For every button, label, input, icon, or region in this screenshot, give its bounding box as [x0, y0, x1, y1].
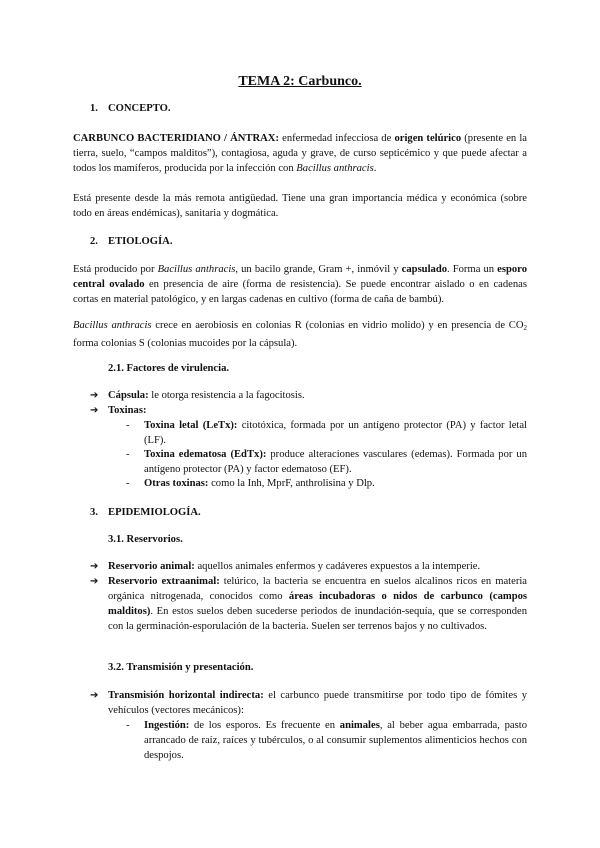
dash-bullet: - — [126, 478, 130, 489]
list-item-ingestion — [126, 718, 527, 763]
text-run: crece en aerobiosis en colonias R (colonias en vidrio molido) y en presencia de CO — [151, 320, 524, 331]
item-label: Toxina edematosa (EdTx): — [144, 449, 267, 460]
arrow-bullet-icon: ➔ — [90, 576, 99, 587]
list-item-reservorio-animal — [90, 559, 527, 574]
item-text: de los esporos. Es frecuente en — [189, 720, 340, 731]
paragraph-etiology — [73, 262, 527, 307]
item-label: Cápsula: — [108, 390, 149, 401]
section-title: EPIDEMIOLOGÍA. — [108, 507, 201, 518]
paragraph-colonies — [73, 318, 527, 351]
list-item-letx — [126, 418, 527, 448]
item-text: como la Inh, MprF, anthrolisina y Dlp. — [208, 478, 375, 489]
item-label: Toxina letal (LeTx): — [144, 420, 238, 431]
subsection-heading-reservorios: 3.1. Reservorios. — [108, 534, 183, 545]
list-item-otras-toxinas — [126, 476, 527, 491]
bold-term: capsulado — [401, 264, 448, 275]
section-number: 1. — [90, 103, 98, 114]
arrow-bullet-icon: ➔ — [90, 561, 99, 572]
arrow-bullet-icon: ➔ — [90, 405, 99, 416]
section-heading-etiologia — [90, 234, 172, 249]
subsection-heading-virulencia: 2.1. Factores de virulencia. — [108, 363, 230, 374]
species-name: Bacillus anthracis — [296, 163, 374, 174]
text-run: . Forma un — [447, 264, 498, 275]
text-run: (presente en la tierra, suelo, “campos malditos”), contagiosa, aguda y grave, de curso septicémico y que puede afectar a todos los mamíferos, producida por la infección con — [73, 133, 528, 174]
item-label: Toxinas: — [108, 405, 147, 416]
item-text: , al beber agua embarrada, pasto arrancado de raíz, raíces y tubérculos, o al consumir suplementos alimenticios hechos con despojos. — [144, 720, 527, 761]
section-title: ETIOLOGÍA. — [108, 236, 173, 247]
item-label: Transmisión horizontal indirecta: — [108, 690, 264, 701]
section-heading-epidemiologia — [90, 505, 201, 520]
item-text: le otorga resistencia a la fagocitosis. — [148, 390, 305, 401]
list-item-capsula — [90, 388, 527, 403]
item-text: produce alteraciones vasculares (edemas). Formada por un antígeno protector (PA) y factor edematoso (EF). — [144, 449, 527, 475]
list-item-edtx — [126, 447, 527, 477]
item-label: Ingestión: — [144, 720, 190, 731]
document-title: TEMA 2: Carbunco. — [238, 74, 362, 89]
item-label: Reservorio animal: — [108, 561, 195, 572]
item-text: citotóxica, formada por un antígeno protector (PA) y factor letal (LF). — [144, 420, 528, 446]
text-run: . — [373, 163, 377, 174]
subscript: 2 — [523, 324, 528, 332]
text-run: , un bacilo grande, Gram +, inmóvil y — [235, 264, 402, 275]
arrow-bullet-icon: ➔ — [90, 690, 99, 701]
dash-bullet: - — [126, 420, 130, 431]
item-text: telúrico, la bacteria se encuentra en suelos alcalinos ricos en materia orgánica nitrogenada, conocidos como — [108, 576, 527, 602]
text-run: en presencia de aire (forma de resistencia). Se puede encontrar aislado o en cadenas cortas en material patológico, y en largas cadenas en cultivo (forma de caña de bambú). — [73, 279, 527, 305]
list-item-transmision-horizontal — [90, 688, 527, 718]
arrow-bullet-icon: ➔ — [90, 390, 99, 401]
text-run: Está producido por — [73, 264, 158, 275]
item-label: Otras toxinas: — [144, 478, 209, 489]
text-run: forma colonias S (colonias mucoides por la cápsula). — [73, 338, 298, 349]
subsection-heading-transmision: 3.2. Transmisión y presentación. — [108, 662, 254, 673]
bold-term: CARBUNCO BACTERIDIANO / ÁNTRAX: — [73, 133, 279, 144]
section-number: 2. — [90, 236, 98, 247]
item-text: el carbunco puede transmitirse por todo tipo de fómites y vehículos (vectores mecánicos): — [108, 690, 527, 716]
section-number: 3. — [90, 507, 98, 518]
bold-term: animales — [339, 720, 380, 731]
item-label: Reservorio extraanimal: — [108, 576, 220, 587]
bold-term: áreas incubadoras o nidos de carbunco (campos malditos) — [108, 591, 528, 617]
item-text: aquellos animales enfermos y cadáveres expuestos a la intemperie. — [194, 561, 481, 572]
list-item-reservorio-extraanimal — [90, 574, 527, 634]
list-item-toxinas — [90, 403, 527, 418]
item-text: . En estos suelos deben sucederse periodos de inundación-sequía, que se corresponden con la germinación-esporulación de la bacteria. Suelen ser terrenos bajos y no cultivados. — [108, 606, 527, 632]
species-name: Bacillus anthracis — [157, 264, 236, 275]
paragraph-carbunco-definition — [73, 131, 527, 176]
text-run: enfermedad infecciosa de — [278, 133, 395, 144]
section-title: CONCEPTO. — [108, 103, 171, 114]
paragraph-history: Está presente desde la más remota antigüedad. Tiene una gran importancia médica y económica (sobre todo en áreas endémicas), sanitaria y dogmática. — [73, 193, 527, 219]
bold-term: origen telúrico — [394, 133, 462, 144]
dash-bullet: - — [126, 720, 130, 731]
bold-term: esporo central ovalado — [73, 264, 527, 290]
dash-bullet: - — [126, 449, 130, 460]
species-name: Bacillus anthracis — [73, 320, 152, 331]
section-heading-concepto — [90, 101, 171, 116]
